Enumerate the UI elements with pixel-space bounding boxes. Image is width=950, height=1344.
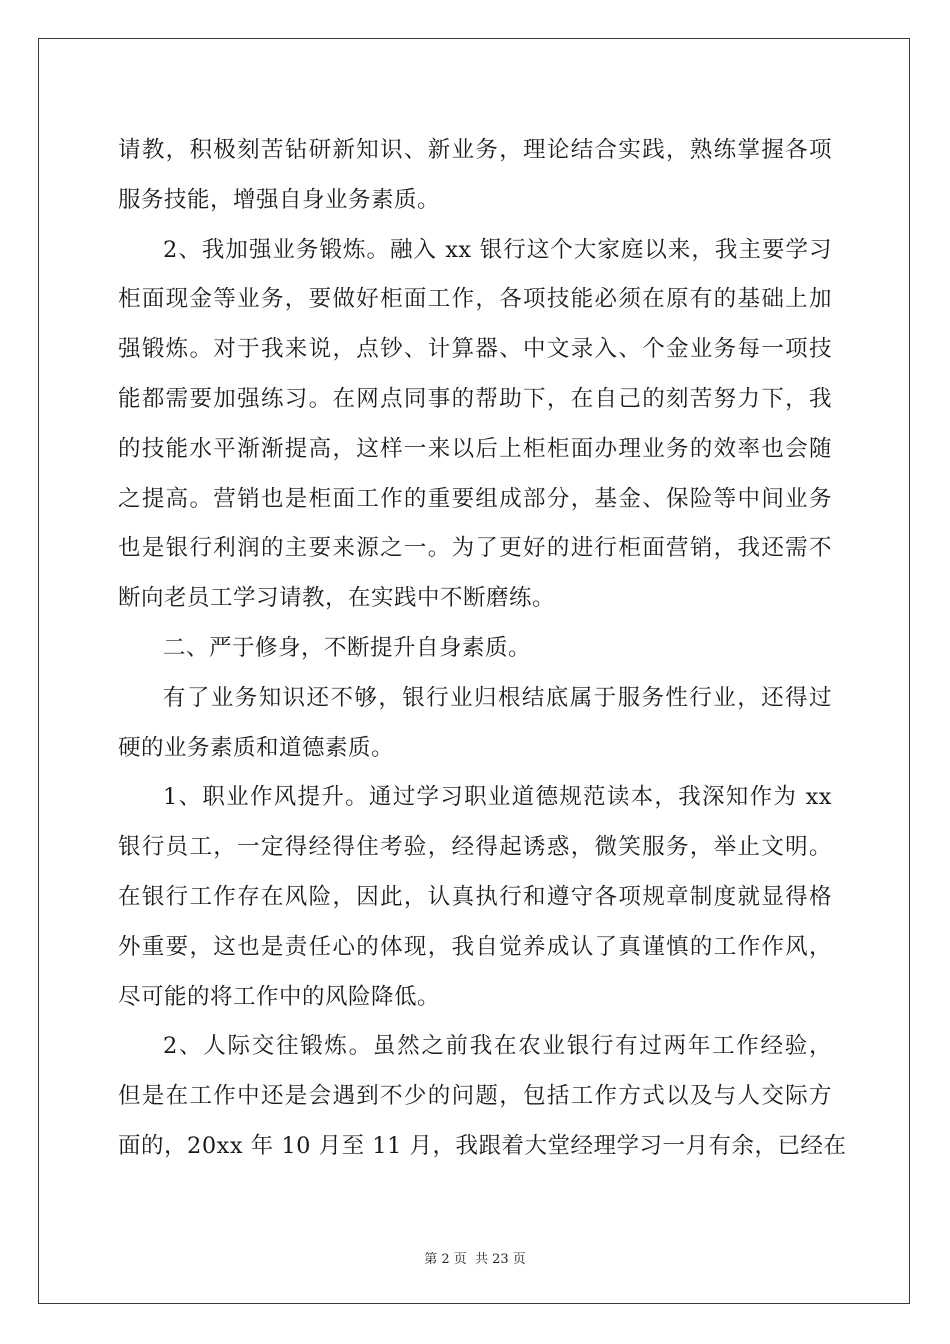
text-line: 也是银行利润的主要来源之一。为了更好的进行柜面营销，我还需不 bbox=[118, 535, 832, 562]
text-line: 强锻炼。对于我来说，点钞、计算器、中文录入、个金业务每一项技 bbox=[118, 336, 832, 363]
text-line: 1、职业作风提升。通过学习职业道德规范读本，我深知作为 xx bbox=[163, 784, 832, 811]
text-line: 在银行工作存在风险，因此，认真执行和遵守各项规章制度就显得格 bbox=[118, 883, 832, 910]
text-line: 请教，积极刻苦钻研新知识、新业务，理论结合实践，熟练掌握各项 bbox=[118, 137, 832, 163]
page-footer bbox=[0, 1248, 950, 1267]
section-heading: 二、严于修身，不断提升自身素质。 bbox=[163, 634, 532, 661]
text-line: 断向老员工学习请教，在实践中不断磨练。 bbox=[118, 585, 556, 612]
text-line: 服务技能，增强自身业务素质。 bbox=[118, 186, 441, 213]
text-line: 柜面现金等业务，要做好柜面工作，各项技能必须在原有的基础上加 bbox=[118, 286, 832, 313]
text-line: 尽可能的将工作中的风险降低。 bbox=[118, 983, 441, 1010]
text-line: 的技能水平渐渐提高，这样一来以后上柜柜面办理业务的效率也会随 bbox=[118, 435, 832, 462]
document-body bbox=[118, 126, 847, 1172]
text-line: 能都需要加强练习。在网点同事的帮助下，在自己的刻苦努力下，我 bbox=[118, 385, 832, 412]
text-line: 外重要，这也是责任心的体现，我自觉养成认了真谨慎的工作作风， bbox=[118, 933, 832, 960]
text-line: 面的，20xx 年 10 月至 11 月，我跟着大堂经理学习一月有余，已经在 bbox=[118, 1132, 847, 1159]
total-pages: 共 23 页 bbox=[474, 1252, 526, 1267]
text-line: 硬的业务素质和道德素质。 bbox=[118, 734, 395, 761]
text-line: 之提高。营销也是柜面工作的重要组成部分，基金、保险等中间业务 bbox=[118, 485, 832, 512]
text-line: 2、人际交往锻炼。虽然之前我在农业银行有过两年工作经验， bbox=[163, 1033, 832, 1060]
text-line: 银行员工，一定得经得住考验，经得起诱惑，微笑服务，举止文明。 bbox=[118, 834, 832, 861]
text-line: 有了业务知识还不够，银行业归根结底属于服务性行业，还得过 bbox=[163, 684, 832, 711]
page-number: 第 2 页 bbox=[424, 1252, 467, 1267]
text-line: 2、我加强业务锻炼。融入 xx 银行这个大家庭以来，我主要学习 bbox=[163, 236, 832, 263]
text-line: 但是在工作中还是会遇到不少的问题，包括工作方式以及与人交际方 bbox=[118, 1083, 832, 1110]
